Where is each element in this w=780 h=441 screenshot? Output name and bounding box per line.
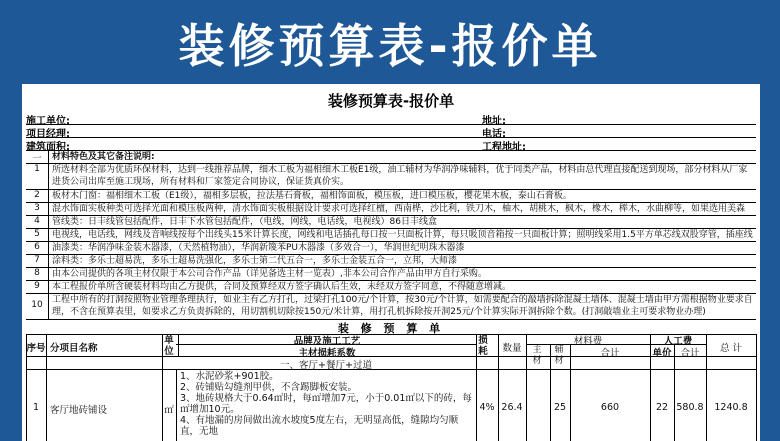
row-seq: 1 (32, 402, 40, 413)
row-name: 客厅地砖铺设 (50, 405, 108, 416)
owner-label: 施工单位: (26, 116, 70, 127)
note-item: 10 工程中所有的打洞按照物业管理条理执行，如业主有乙方打孔，过梁打孔100元/个计算，按30元/个计算，如需要配合的敲墙拆除混凝土墙体、混凝土墙由甲方需根据物业要求自理，不含在预算表里，如要求乙方负责拆除的，用切割机切除按150元/米计算，用打孔机拆除按开洞25元/个计算实际开洞拆除个数。(打洞敲墙业主可要求物业办理) (26, 294, 756, 320)
note-item: 6 油漆类：华润净味金装木器漆，（天然植物油），华润新篾苯PU木器漆（多效合一），华润世纪明珠木器漆 (26, 242, 756, 255)
notes-heading-row (26, 151, 756, 164)
header-unit: 单位 (164, 335, 174, 357)
project-address-label: 工程地址: (482, 142, 526, 153)
note-item: 8 由本公司提供的各项主材仅限于本公司合作产品（详见备选主材一览表）,非本公司合作产品由甲方自行采购。 (26, 268, 756, 281)
quote-sheet (22, 84, 760, 441)
notes-heading: 材料特色及其它备注说明: (52, 152, 155, 162)
note-item: 2 板材木门窗：福相细木工板（E1级），福相多层板，拉法基石膏板，福相饰面板，模压板，进口模压板，樱花果木板，泰山石膏板。 (26, 190, 756, 203)
header-seq: 序号 (26, 343, 46, 354)
area-label: 建筑面积: (26, 142, 70, 153)
row-grand-total: 1240.8 (714, 402, 748, 413)
header-material-total: 合计 (600, 348, 620, 359)
row-unit: ㎡ (164, 405, 174, 416)
banner (0, 0, 780, 84)
row-labor-total: 580.8 (676, 402, 704, 413)
budget-section (22, 320, 760, 441)
manager-label: 项目经理: (26, 129, 70, 140)
group-title: 一、客厅+餐厅+过道 (280, 360, 372, 371)
address-label: 地址: (482, 116, 506, 127)
sheet-title: 装修预算表-报价单 (327, 92, 455, 110)
note-item: 7 涂料类：多乐士超易洗，多乐士超易洗强化，多乐士第二代五合一，多乐士金装五合一，立邦，大师漆 (26, 255, 756, 268)
info-row-2 (26, 125, 756, 138)
header-name: 分项目名称 (50, 343, 98, 354)
note-item: 1 所选材料全部为优质环保材料，达到一线推荐品牌，细木工板为福相细木工板E1级，油工辅材为华润净味辅料，优于同类产品，材料由总代理直接配送到现场，部分材料从厂家进货公司出库至施工现场，所有材料和厂家签定合同协议，保证货真价实。 (26, 164, 756, 190)
note-item: 9 本工程报价单所含硬装材料均由乙方提供，合同及预算经双方签字确认后生效，未经双方签字同意，不得随意增减。 (26, 281, 756, 294)
header-params: 主材损耗系数 (298, 348, 356, 359)
header-craft: 品牌及施工工艺 (293, 336, 361, 347)
info-row-1 (26, 112, 756, 125)
row-qty: 26.4 (501, 402, 523, 413)
row-aux: 25 (553, 402, 567, 413)
header-grand-total: 总 计 (719, 343, 743, 354)
info-row-3 (26, 138, 756, 151)
row-loss: 4% (479, 402, 495, 413)
budget-section-title: 装 修 预 算 单 (337, 322, 445, 335)
header-loss: 损耗 (478, 335, 488, 357)
note-item: 4 管线类：日丰线管包括配件，日丰下水管包括配件，（电线，网线，电话线，电视线）86日丰线盒 (26, 216, 756, 229)
header-material-fee: 材料费 (573, 336, 603, 347)
header-main-material: 主材 (532, 345, 542, 366)
header-labor-fee: 人工费 (663, 336, 693, 347)
notes-num: 一 (32, 154, 42, 164)
phone-label: 电话: (482, 129, 506, 140)
note-item: 5 电视线，电话线，网线及音响线按每个出线头15米计算长度，网线和电话插孔每口按一只面板计算，每只吸顶音箱按一只面板计算；照明线采用1.5平方单芯线双股穿管，插座线 (26, 229, 756, 242)
header-qty: 数量 (502, 343, 522, 354)
note-item: 3 混水饰面实板种类可选择光面和模压板两种，清水饰面实板根据设计要求可选择红檀，西南桦，沙比利，铁刀木，柚木，胡桃木，枫木，橡木，榉木，水曲柳等，如果选用美森 (26, 203, 756, 216)
header-labor-total: 合计 (680, 348, 700, 359)
header-unit-price: 单价 (652, 348, 672, 359)
header-aux-material: 辅材 (554, 345, 564, 366)
row-craft: 1、水泥砂浆+901胶。 2、砖铺贴勾缝剂甲供，不含踢脚板安装。 3、地砖规格大于0.64㎡时，每㎡增加7元，小于0.01㎡以下的砖，每㎡增加10元。 4、有地漏的房间做出流水坡度5度左右，无明显高低，缝隙均匀顺直，无地 (180, 371, 472, 437)
banner-title: 装修预算表-报价单 (178, 19, 602, 73)
row-labor-price: 22 (655, 402, 669, 413)
row-material-total: 660 (600, 402, 620, 413)
